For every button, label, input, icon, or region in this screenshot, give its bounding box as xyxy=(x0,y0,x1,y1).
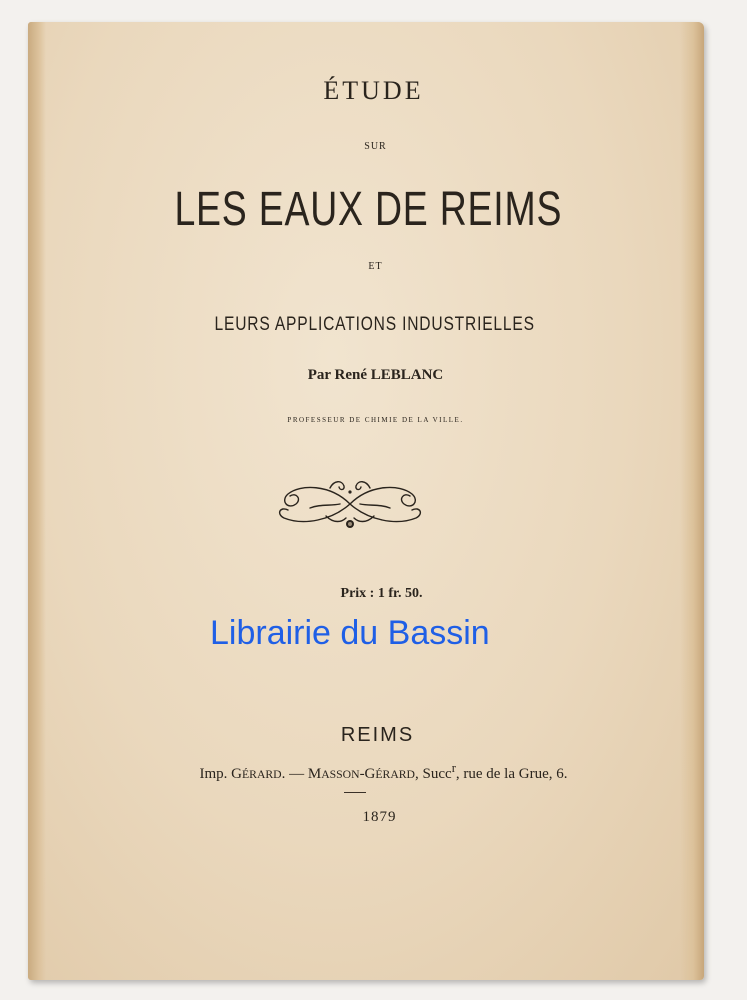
printer-e: -G xyxy=(359,766,376,782)
ornament-flourish xyxy=(270,474,430,534)
printer-d: ASSON xyxy=(321,768,360,781)
printer-a: Imp. G xyxy=(199,766,243,782)
printer-c: . — M xyxy=(281,766,322,782)
printer-f: ÉRARD xyxy=(375,768,416,781)
divider xyxy=(344,792,366,793)
author-role: PROFESSEUR DE CHIMIE DE LA VILLE. xyxy=(287,416,464,424)
cover-edge xyxy=(680,22,704,980)
printer-line xyxy=(10,761,747,783)
author-name: LEBLANC xyxy=(370,367,444,383)
title-et: ET xyxy=(368,261,383,272)
publication-year: 1879 xyxy=(362,809,397,825)
title-etude: ÉTUDE xyxy=(323,76,424,105)
printer-h: , rue de la Grue, 6. xyxy=(455,766,568,782)
bookseller-watermark: Librairie du Bassin xyxy=(210,614,490,652)
main-title: LES EAUX DE REIMS xyxy=(174,183,563,236)
title-sur: SUR xyxy=(364,141,387,152)
author-line xyxy=(2,367,747,384)
printer-b: ÉRARD xyxy=(242,768,282,781)
printer-g: , Succ xyxy=(415,766,452,782)
book-spine xyxy=(28,22,46,980)
price: Prix : 1 fr. 50. xyxy=(340,586,423,601)
publication-city: REIMS xyxy=(340,724,415,746)
author-prefix: Par René xyxy=(307,367,371,383)
subtitle: LEURS APPLICATIONS INDUSTRIELLES xyxy=(214,314,535,335)
printer-sup: r xyxy=(451,761,456,775)
